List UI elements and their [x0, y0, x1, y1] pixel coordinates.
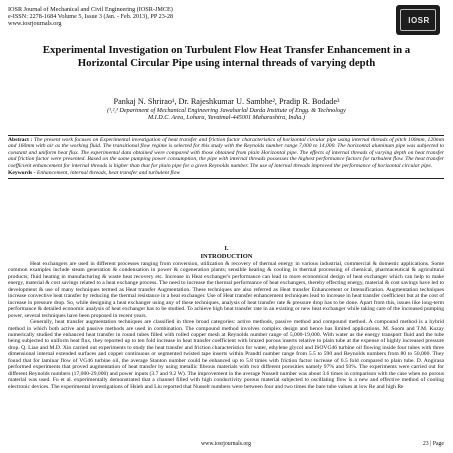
- abstract-block: [8, 135, 444, 179]
- body-paragraph-1: Heat exchangers are used in different processes ranging from conversion, utilization & recovery of thermal energy in various industrial, commercial & domestic applications. Some common examples include steam generation & condensation in power & cogeneration plants; sensible heating & cooling in thermal processing of chemical, pharmaceutical & agricultural products; fluid heating in manufacturing & waste heat recovery etc. Increase in Heat exchanger's performance can lead to more economical design of heat exchanger which can help to make energy, material & cost savings related to a heat exchange process. The need to increase the thermal performance of heat exchangers, thereby effecting energy, material & cost savings have led to development & use of many techniques termed as Heat transfer Augmentation. These techniques are also referred as Heat transfer Enhancement or Intensification. Augmentation techniques increase convective heat transfer by reducing the thermal resistance in a heat exchanger. Use of Heat transfer enhancement techniques lead to increase in heat transfer coefficient but at the cost of increase in pressure drop. So, while designing a heat exchanger using any of these techniques, analysis of heat transfer rate & pressure drop has to be done. Apart from this, issues like long-term performance & detailed economic analysis of heat exchanger has to be studied. To achieve high heat transfer rate in an existing or new heat exchanger while taking care of the increased pumping power, several techniques have been proposed in recent years.: [8, 261, 444, 319]
- journal-website: www.iosrjournals.org: [8, 20, 62, 27]
- keywords-text: Enhancement, internal threads, heat transfer and turbulent flow: [36, 169, 181, 176]
- journal-header: [8, 6, 308, 27]
- logo-text: IOSR: [408, 16, 430, 25]
- abstract: [8, 137, 444, 169]
- journal-issn: e-ISSN: 2278-1684 Volume 5, Issue 3 (Jan. - Feb. 2013), PP 23-28: [8, 13, 174, 20]
- paper-title: Experimental Investigation on Turbulent Flow Heat Transfer Enhancement in a Horizontal Circular Pipe using internal threads of varying depth: [42, 44, 411, 69]
- keywords: [8, 170, 444, 176]
- affiliation-line-1: (¹,²,³ Department of Mechanical Engineering Jawaharlal Darda Institute of Engg. & Technology: [107, 107, 346, 114]
- body-paragraph-2: Generally, heat transfer augmentation techniques are classified in three broad categories: active methods, passive method and compound method. A compound method is a hybrid method in which both active and passive methods are used in combination. The compound method involves complex design and hence has limited applications. M. Soom and T.M. Kuzay numerically studied the enhanced heat transfer in round tubes filled with rolled copper mesh at Reynolds number range of 5,000-19,000. With water as the energy transport fluid and the tube being subjected to uniform heat flux, they reported up to ten fold increase in heat transfer coefficient with brazed porous inserts relative to plain tube at the expense of highly increased pressure drop. Q. Liao and M.D. Xin carried out experiments to study the heat transfer and friction characteristics for water, ethylene glycol and ISOVG46 turbine oil flowing inside four tubes with three dimensional internal extended surfaces and copper continuous or segmented twisted tape inserts within Prandtl number range from 5.5 to 590 and Reynolds numbers from 80 to 50,000. They found that for laminar flow of VG46 turbine oil, the average Stanton number could be enhanced up to 5.8 times with friction factor increase of 6.5 fold compared to plain tube. D. Angirasa performed experiments that proved augmentation of heat transfer by using metallic fibrous materials with two different porosities namely 97% and 93%. The experiments were carried out for different Reynolds numbers (17,000-29,000) and power inputs (3.7 and 9.2 W). The improvement in the average Nusselt number was about 3.6 times in comparison with the case when no porous material was used. Fu et al. experimentally demonstrated that a channel filled with high conductivity porous material subjected to oscillating flow is a new and effective method of cooling electronic devices. The experimental investigations of Hsieh and Liu reported that Nusselt numbers were between four and two times the bare tube values at low Re and high Re: [8, 319, 444, 390]
- footer-url: www.iosrjournals.org: [200, 441, 252, 447]
- body-text: [8, 261, 444, 390]
- section-number: I.: [224, 245, 229, 252]
- keywords-label: Keywords -: [8, 169, 36, 176]
- abstract-text: The present work focuses on Experimental investigation of heat transfer and friction factor characteristics of horizontal circular pipe using internal threads of pitch 100mm, 120mm and 160mm with air as the working fluid. The transitional flow regime is selected for this study with the Reynolds number range 7,000 to 14,000. The horizontal aluminum pipe was subjected to constant and uniform heat flux. The experimental data obtained were compared with those obtained from plain Horizontal pipe. The effects of internal threads of varying depth on heat transfer and friction factor were presented. Based on the same pumping power consumption, the pipe with internal threads possesses the highest performance factors for turbulent flow. The heat transfer coefficient enhancement for internal threads is higher than that for plain pipe for a given Reynolds number. The use of internal threads improved the performance of horizontal circular pipe.: [8, 137, 444, 169]
- paper-affiliation: [24, 107, 429, 121]
- page-footer: [8, 440, 444, 449]
- section-title: INTRODUCTION: [200, 253, 253, 260]
- affiliation-line-2: M.I.D.C. Area, Lohara, Yavatmal-445001 Maharashtra, India.): [147, 114, 306, 122]
- page-number: 23 | Page: [422, 441, 444, 447]
- abstract-label: Abstract :: [8, 137, 33, 143]
- journal-logo: [396, 5, 440, 35]
- logo-frame: [400, 9, 436, 31]
- paper-authors: Pankaj N. Shrirao¹, Dr. Rajeshkumar U. Sambhe², Pradip R. Bodade³: [113, 97, 340, 106]
- journal-name: IOSR Journal of Mechanical and Civil Engineering (IOSR-JMCE): [8, 6, 173, 13]
